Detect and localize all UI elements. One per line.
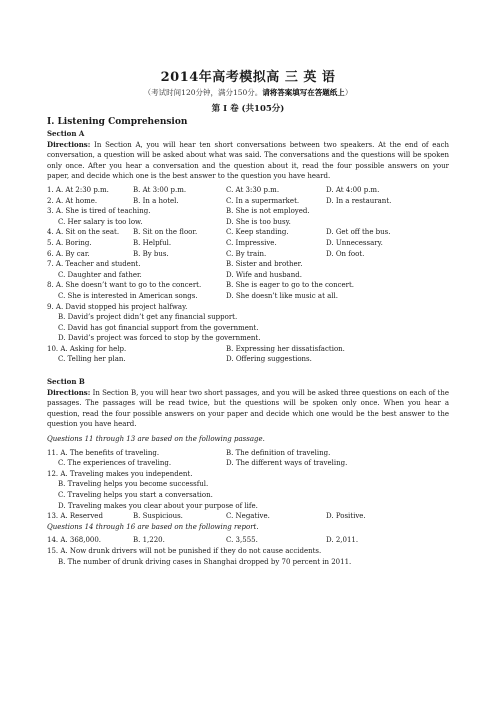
section-b-label: Section B [47, 377, 85, 387]
option-a: 7. A. Teacher and student. [47, 260, 141, 269]
question-3-cd [47, 217, 449, 228]
question-10 [47, 344, 449, 355]
section-heading: 第 I 卷 (共105分) [211, 104, 285, 114]
option-a: 13. A. Reserved [47, 512, 103, 521]
option-b: B. Helpful. [133, 238, 172, 247]
question-11 [47, 448, 449, 459]
question-7-cd [47, 270, 449, 281]
section-a-label: Section A [47, 129, 85, 138]
question-9-c: C. David has got financial support from the government. [58, 323, 259, 332]
option-a: 10. A. Asking for help. [47, 344, 127, 353]
report-note: Questions 14 through 16 are based on the following report. [47, 522, 259, 531]
question-4 [47, 227, 449, 238]
question-8 [47, 280, 449, 291]
passage-note: Questions 11 through 13 are based on the following passage. [47, 435, 265, 444]
option-b: B. Expressing her dissatisfaction. [226, 344, 345, 353]
question-8-cd [47, 291, 449, 302]
question-13 [47, 511, 449, 522]
question-15-b: B. The number of drunk driving cases in Shanghai dropped by 70 percent in 2011. [58, 557, 352, 566]
question-3 [47, 206, 449, 217]
option-a: 4. A. Sit on the seat. [47, 228, 120, 237]
question-1 [47, 185, 449, 196]
option-d: D. She doesn’t like music at all. [226, 291, 338, 300]
question-9-b: B. David’s project didn’t get any financial support. [58, 313, 238, 322]
option-a: 11. A. The benefits of traveling. [47, 448, 160, 457]
option-d: D. Get off the bus. [326, 228, 391, 237]
question-9-a: 9. A. David stopped his project halfway. [47, 302, 188, 311]
question-10-cd [47, 354, 449, 365]
instructions-bold: 请将答案填写在答题纸上 [262, 88, 345, 97]
option-c: C. In a supermarket. [226, 196, 300, 205]
question-6 [47, 249, 449, 260]
question-12-a: 12. A. Traveling makes you independent. [47, 469, 193, 478]
option-b: B. The definition of traveling. [226, 448, 331, 457]
part-heading: I. Listening Comprehension [47, 117, 188, 127]
question-14 [47, 535, 449, 546]
option-b: B. Sister and brother. [226, 260, 303, 269]
directions-text: In Section A, you will hear ten short conversations between two speakers. At the end of each conversation, a question will be asked about what was said. The conversations and the questions will be spoken only once. After you hear a conversation and the question about it, read the four possible answers on your paper, and decide which one is the best answer to the question you have heard. [47, 140, 449, 181]
option-c: C. By train. [226, 249, 267, 258]
option-d: D. Unnecessary. [326, 238, 383, 247]
option-b: B. Sit on the floor. [133, 228, 198, 237]
option-a: 2. A. At home. [47, 196, 98, 205]
option-c: C. Impressive. [226, 238, 277, 247]
option-c: C. 3,555. [226, 536, 258, 545]
option-d: D. Positive. [326, 512, 366, 521]
option-c: C. Negative. [226, 512, 270, 521]
option-c: C. Daughter and father. [58, 270, 142, 279]
question-12-d: D. Traveling makes you clear about your purpose of life. [58, 501, 258, 510]
option-a: 5. A. Boring. [47, 238, 92, 247]
option-c: C. At 3:30 p.m. [226, 185, 280, 194]
instructions-post: ） [344, 88, 353, 97]
section-b-directions [47, 388, 449, 430]
option-d: D. On foot. [326, 249, 365, 258]
option-c: C. Her salary is too low. [58, 217, 143, 226]
option-a: 8. A. She doesn’t want to go to the concert. [47, 281, 202, 290]
option-b: B. In a hotel. [133, 196, 179, 205]
directions-text: In Section B, you will hear two short passages, and you will be asked three questions on each of the passages. The passages will be read twice, but the questions will be spoken only once. When you hear a question, read the four possible answers on your paper and decide which one would be the best answer to the question you have heard. [47, 388, 449, 429]
option-d: D. The different ways of traveling. [226, 459, 348, 468]
question-7 [47, 259, 449, 270]
option-c: C. She is interested in American songs. [58, 291, 198, 300]
option-b: B. At 3:00 p.m. [133, 185, 187, 194]
option-c: C. The experiences of traveling. [58, 459, 172, 468]
exam-instructions [0, 87, 496, 98]
option-d: D. At 4:00 p.m. [326, 185, 380, 194]
section-a-directions [47, 140, 449, 182]
option-d: D. 2,011. [326, 536, 359, 545]
option-b: B. Suspicious. [133, 512, 183, 521]
option-a: 3. A. She is tired of teaching. [47, 207, 151, 216]
option-c: C. Keep standing. [226, 228, 289, 237]
directions-label: Directions: [47, 139, 91, 149]
option-d: D. She is too busy. [226, 217, 291, 226]
option-a: 1. A. At 2:30 p.m. [47, 185, 109, 194]
option-b: B. She is eager to go to the concert. [226, 281, 355, 290]
directions-label: Directions: [47, 387, 91, 397]
question-2 [47, 196, 449, 207]
instructions-pre: （考试时间120分钟，满分150分。 [143, 88, 263, 97]
option-b: B. By bus. [133, 249, 169, 258]
exam-content [47, 116, 449, 567]
question-12-b: B. Traveling helps you become successful. [58, 480, 209, 489]
option-a: 6. A. By car. [47, 249, 90, 258]
question-5 [47, 238, 449, 249]
option-d: D. In a restaurant. [326, 196, 392, 205]
question-15-a: 15. A. Now drunk drivers will not be punished if they do not cause accidents. [47, 546, 322, 555]
option-b: B. 1,220. [133, 536, 165, 545]
option-a: 14. A. 368,000. [47, 536, 102, 545]
page-title: 2014年高考模拟高 三 英 语 [160, 70, 336, 85]
option-d: D. Wife and husband. [226, 270, 302, 279]
option-d: D. Offering suggestions. [226, 355, 312, 364]
question-11-cd [47, 458, 449, 469]
option-c: C. Telling her plan. [58, 355, 126, 364]
question-9-d: D. David’s project was forced to stop by the government. [58, 334, 261, 343]
question-12-c: C. Traveling helps you start a conversation. [58, 491, 213, 499]
option-b: B. She is not employed. [226, 207, 310, 216]
